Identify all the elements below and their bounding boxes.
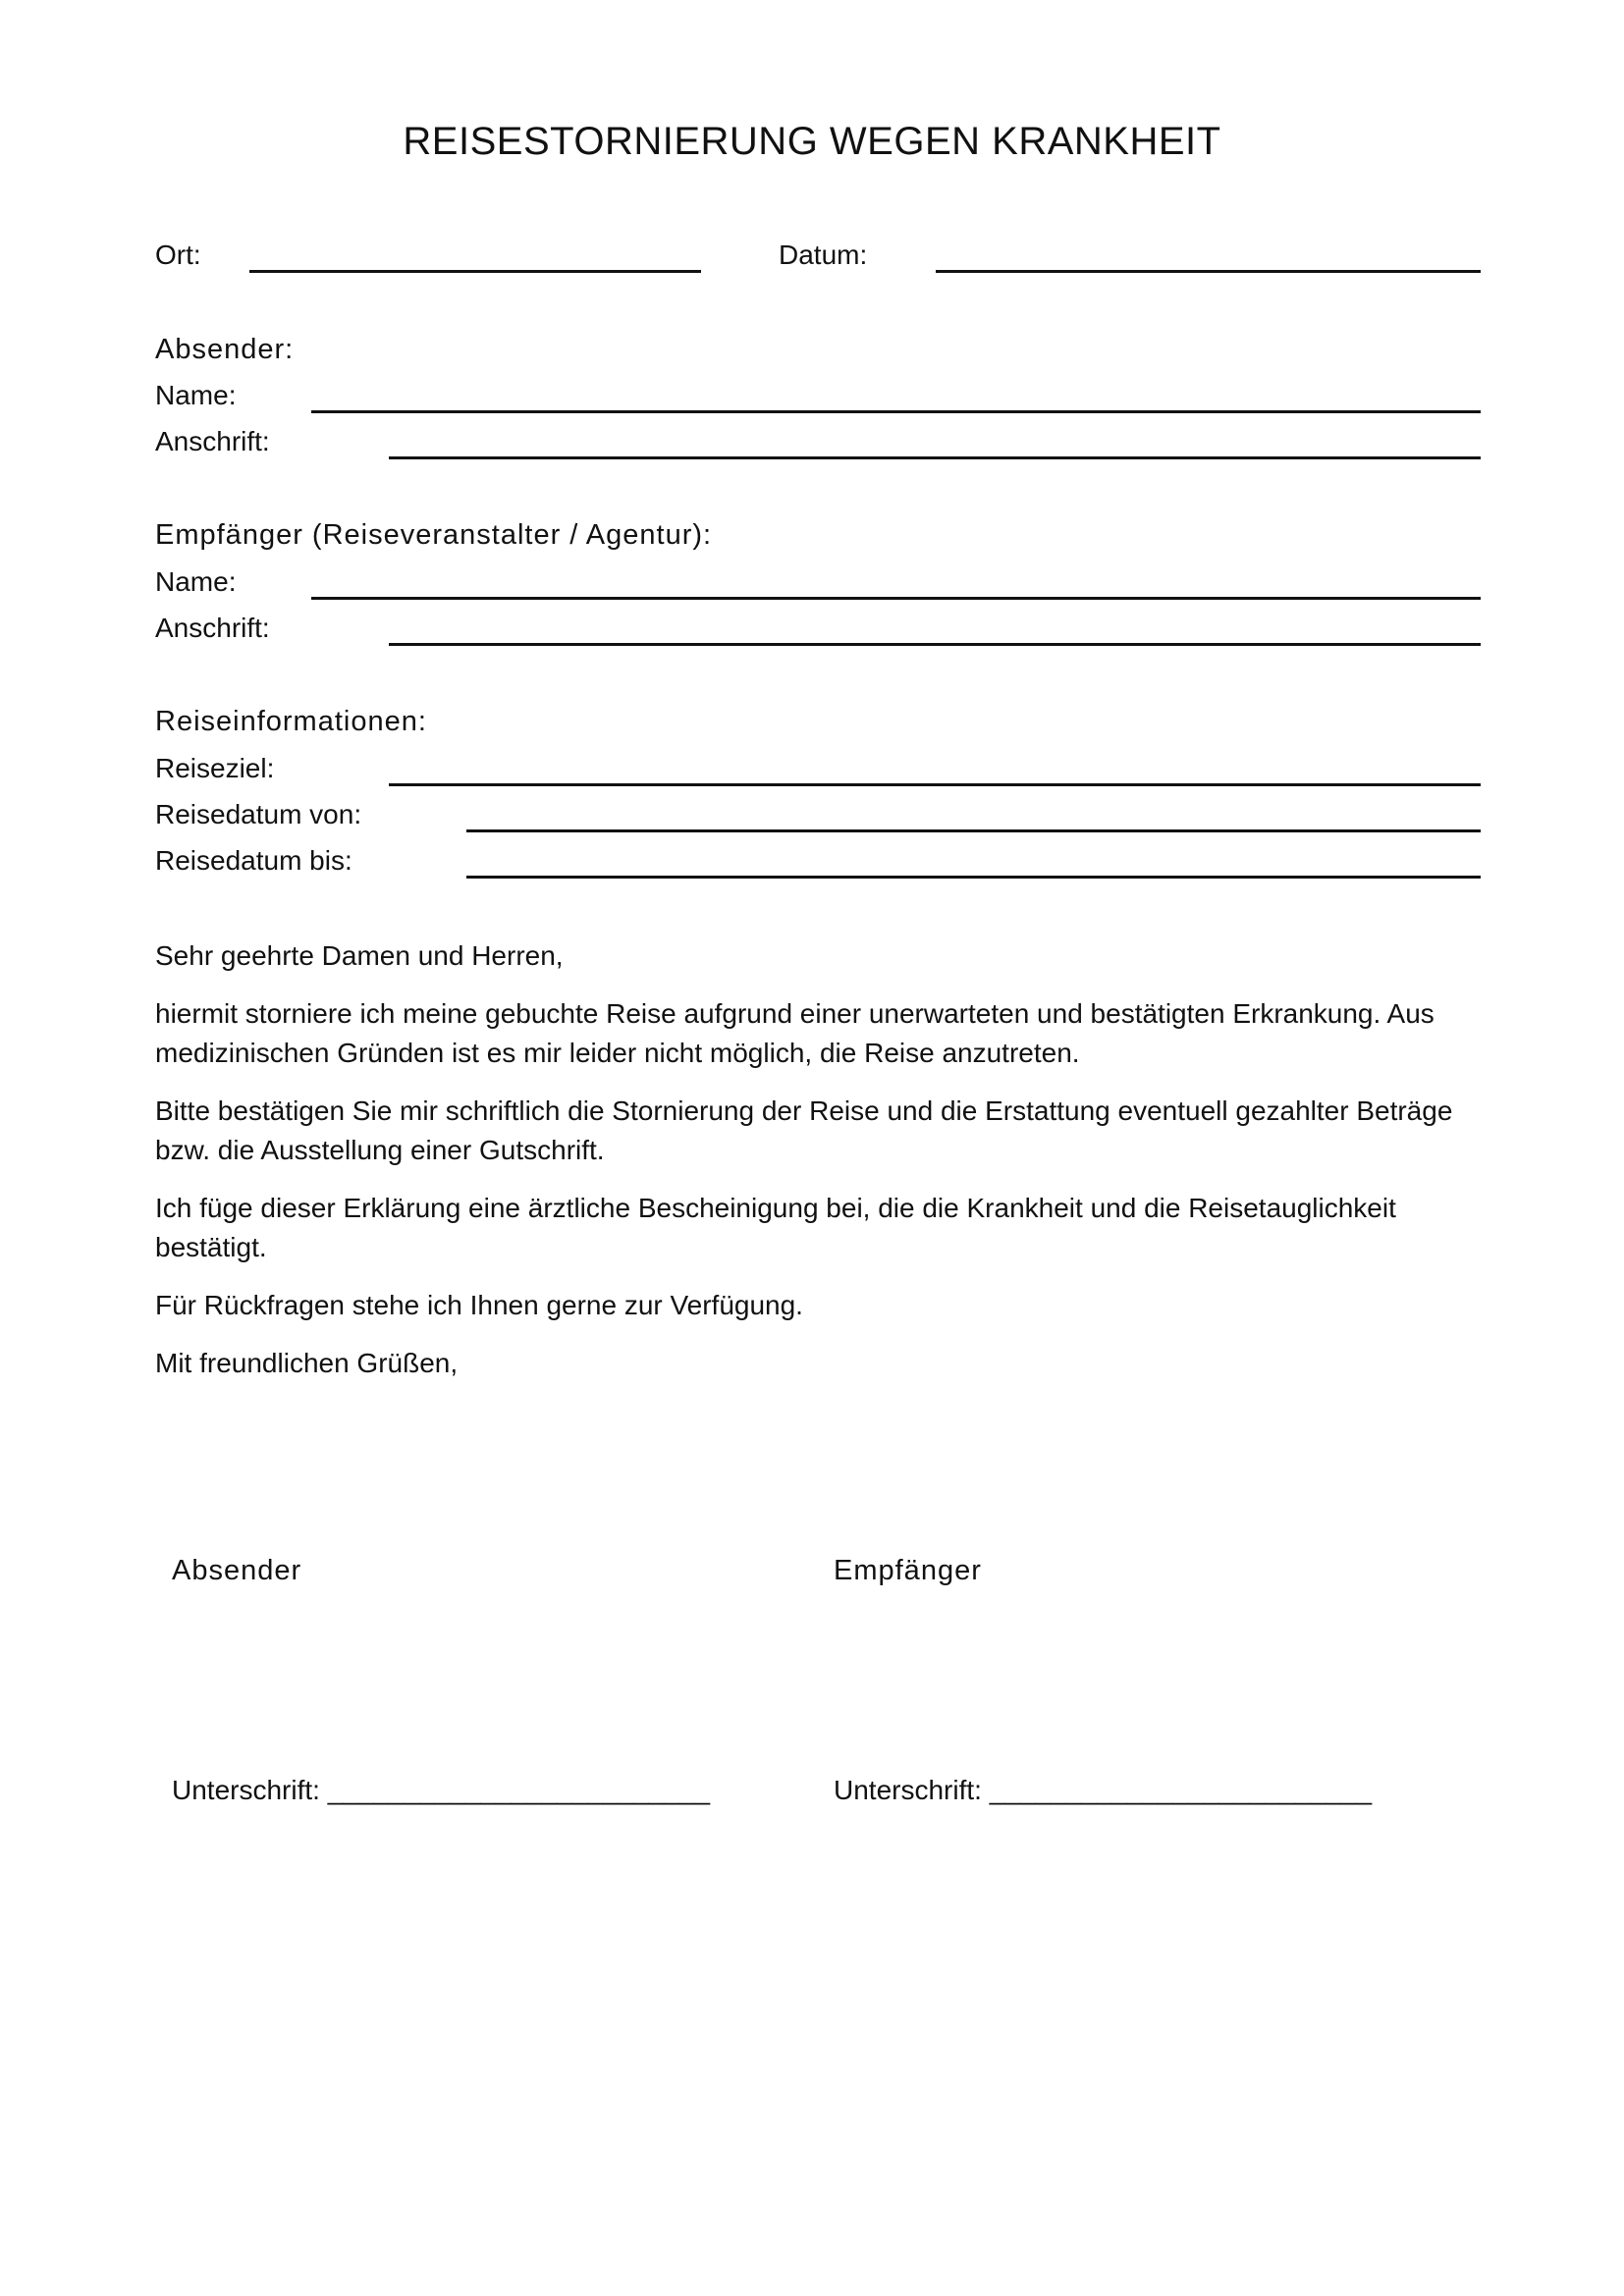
signature-empfaenger-heading: Empfänger: [834, 1555, 982, 1586]
reiseziel-label: Reiseziel:: [155, 753, 275, 783]
absender-name-label: Name:: [155, 380, 237, 410]
document-title: REISESTORNIERUNG WEGEN KRANKHEIT: [403, 120, 1221, 163]
reisedatum-von-label: Reisedatum von:: [155, 799, 362, 829]
reise-heading: Reiseinformationen:: [155, 706, 427, 737]
letter-paragraph-4: Für Rückfragen stehe ich Ihnen gerne zur Verfügung.: [155, 1290, 803, 1320]
empfaenger-anschrift-label: Anschrift:: [155, 613, 270, 643]
empfaenger-anschrift-line[interactable]: [389, 643, 1481, 646]
reisedatum-bis-line[interactable]: [466, 876, 1481, 879]
empfaenger-heading: Empfänger (Reiseveranstalter / Agentur):: [155, 519, 713, 551]
letter-paragraph-2: Bitte bestätigen Sie mir schriftlich die Stornierung der Reise und die Erstattung eventuell gezahlter Beträge bzw. die Ausstellung einer Gutschrift.: [155, 1095, 1453, 1165]
datum-label: Datum:: [779, 240, 868, 270]
empfaenger-name-line[interactable]: [311, 597, 1481, 600]
reisedatum-bis-label: Reisedatum bis:: [155, 845, 352, 876]
absender-name-line[interactable]: [311, 410, 1481, 413]
reiseziel-line[interactable]: [389, 783, 1481, 786]
letter-salutation: Sehr geehrte Damen und Herren,: [155, 940, 564, 971]
signature-absender-heading: Absender: [172, 1555, 302, 1586]
datum-field-line[interactable]: [936, 270, 1481, 273]
signature-absender-line[interactable]: Unterschrift: _________________________: [172, 1775, 711, 1805]
ort-label: Ort:: [155, 240, 201, 270]
letter-paragraph-1: hiermit storniere ich meine gebuchte Reise aufgrund einer unerwarteten und bestätigten Erkrankung. Aus medizinischen Gründen ist es mir leider nicht möglich, die Reise anzutreten.: [155, 998, 1435, 1068]
letter-paragraph-3: Ich füge dieser Erklärung eine ärztliche Bescheinigung bei, die die Krankheit und die Reisetauglichkeit bestätigt.: [155, 1193, 1396, 1262]
empfaenger-name-label: Name:: [155, 566, 237, 597]
absender-anschrift-label: Anschrift:: [155, 426, 270, 456]
absender-heading: Absender:: [155, 334, 295, 365]
ort-field-line[interactable]: [249, 270, 701, 273]
reisedatum-von-line[interactable]: [466, 829, 1481, 832]
letter-closing: Mit freundlichen Grüßen,: [155, 1348, 459, 1378]
signature-empfaenger-line[interactable]: Unterschrift: _________________________: [834, 1775, 1373, 1805]
absender-anschrift-line[interactable]: [389, 456, 1481, 459]
